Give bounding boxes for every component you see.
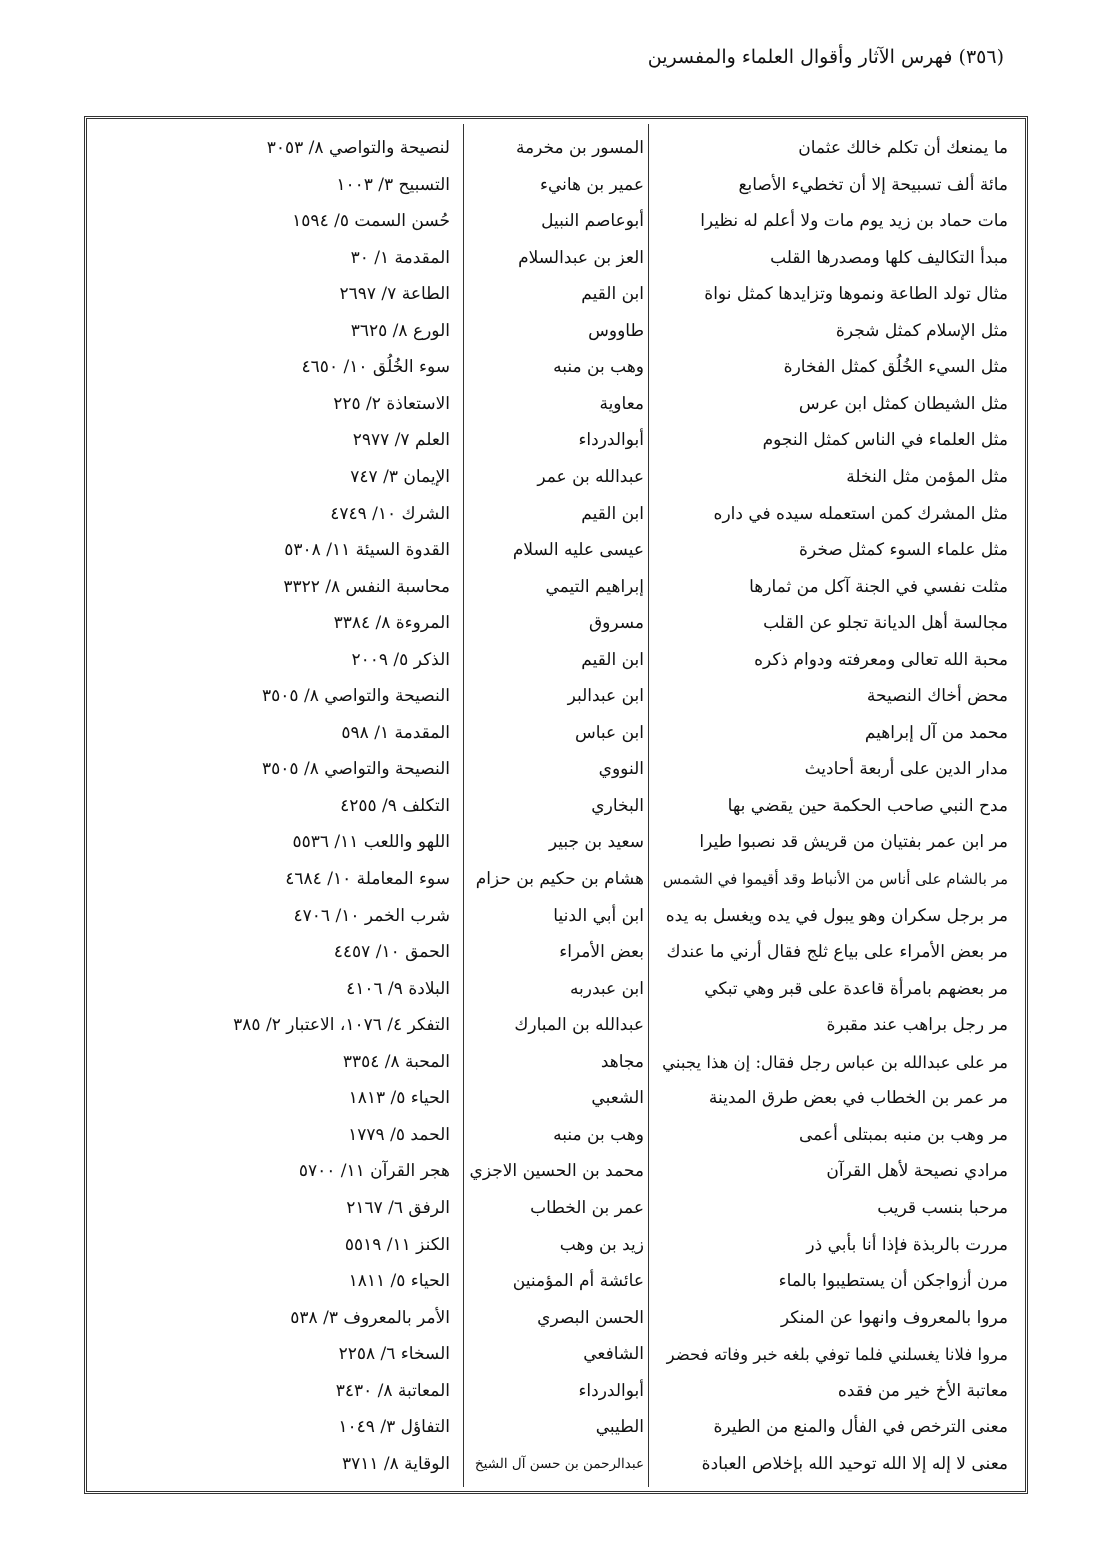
attributed-name: عمير بن هانيء <box>539 174 644 195</box>
reference: محاسبة النفس ٨/ ٣٣٢٢ <box>283 576 450 597</box>
table-row <box>92 276 1020 313</box>
reference: النصيحة والتواصي ٨/ ٣٥٠٥ <box>262 686 450 707</box>
table-row <box>92 642 1020 679</box>
reference: السخاء ٦/ ٢٢٥٨ <box>338 1344 450 1365</box>
entry-text: معاتبة الأخ خير من فقده <box>837 1380 1008 1401</box>
table-row <box>92 1373 1020 1410</box>
reference: التكلف ٩/ ٤٢٥٥ <box>340 795 450 816</box>
reference: الرفق ٦/ ٢١٦٧ <box>346 1197 450 1218</box>
entry-text: مر عمر بن الخطاب في بعض طرق المدينة <box>708 1088 1008 1109</box>
reference: حُسن السمت ٥/ ١٥٩٤ <box>292 211 450 232</box>
attributed-name: محمد بن الحسين الاجزي <box>470 1161 644 1182</box>
entry-text: مرحبا بنسب قريب <box>877 1197 1008 1218</box>
table-row <box>92 203 1020 240</box>
table-row <box>92 715 1020 752</box>
attributed-name: عمر بن الخطاب <box>530 1197 644 1218</box>
entry-text: مدار الدين على أربعة أحاديث <box>804 759 1008 780</box>
entry-text: مروا بالمعروف وانهوا عن المنكر <box>780 1307 1008 1328</box>
reference: الورع ٨/ ٣٦٢٥ <box>350 320 450 341</box>
reference: العلم ٧/ ٢٩٧٧ <box>352 430 450 451</box>
reference: الأمر بالمعروف ٣/ ٥٣٨ <box>290 1307 450 1328</box>
attributed-name: زيد بن وهب <box>559 1234 644 1255</box>
entry-text: محمد من آل إبراهيم <box>864 722 1008 743</box>
attributed-name: الشافعي <box>583 1344 644 1365</box>
attributed-name: هشام بن حكيم بن حزام <box>475 869 644 889</box>
table-row <box>92 788 1020 825</box>
entry-text: مبدأ التكاليف كلها ومصدرها القلب <box>770 247 1008 268</box>
reference: القدوة السيئة ١١/ ٥٣٠٨ <box>284 540 450 561</box>
table-row <box>92 1044 1020 1081</box>
attributed-name: ابن عبدالبر <box>567 686 644 707</box>
reference: الاستعاذة ٢/ ٢٢٥ <box>333 393 450 414</box>
table-row <box>92 459 1020 496</box>
table-row <box>92 898 1020 935</box>
page-header: (٣٥٦) فهرس الآثار وأقوال العلماء والمفسرين <box>647 46 1004 68</box>
entry-text: مثل العلماء في الناس كمثل النجوم <box>762 430 1008 451</box>
entry-text: مجالسة أهل الديانة تجلو عن القلب <box>763 613 1008 634</box>
table-row <box>92 386 1020 423</box>
reference: الوقاية ٨/ ٣٧١١ <box>341 1453 450 1474</box>
attributed-name: عيسى عليه السلام <box>512 540 644 561</box>
reference: الحياء ٥/ ١٨١١ <box>348 1271 450 1292</box>
table-row <box>92 861 1020 898</box>
table-row <box>92 496 1020 533</box>
attributed-name: عائشة أم المؤمنين <box>512 1271 644 1292</box>
reference: سوء المعاملة ١٠/ ٤٦٨٤ <box>285 869 450 889</box>
entry-text: مدح النبي صاحب الحكمة حين يقضي بها <box>727 795 1008 816</box>
attributed-name: ابن القيم <box>581 284 644 305</box>
attributed-name: معاوية <box>599 393 644 414</box>
entry-text: مثل الشيطان كمثل ابن عرس <box>798 393 1008 414</box>
entry-text: مثل المؤمن مثل النخلة <box>846 466 1008 487</box>
table-row <box>92 1336 1020 1373</box>
reference: التفاؤل ٣/ ١٠٤٩ <box>338 1417 450 1438</box>
entry-text: مررت بالربذة فإذا أنا بأبي ذر <box>806 1234 1008 1255</box>
attributed-name: النووي <box>598 759 644 780</box>
attributed-name: مجاهد <box>600 1051 644 1072</box>
attributed-name: الشعبي <box>591 1088 644 1109</box>
table-row <box>92 422 1020 459</box>
attributed-name: المسور بن مخرمة <box>515 138 644 158</box>
attributed-name: ابن أبي الدنيا <box>553 905 644 926</box>
reference: المروءة ٨/ ٣٣٨٤ <box>333 613 450 634</box>
entry-text: مات حماد بن زيد يوم مات ولا أعلم له نظيرا <box>700 211 1008 232</box>
table-row <box>92 569 1020 606</box>
attributed-name: وهب بن منبه <box>553 1124 644 1145</box>
entry-text: مثل الإسلام كمثل شجرة <box>835 320 1008 341</box>
entry-text: مرادي نصيحة لأهل القرآن <box>826 1161 1008 1182</box>
entry-text: معنى الترخص في الفأل والمنع من الطيرة <box>713 1417 1008 1438</box>
attributed-name: الطيبي <box>595 1417 644 1438</box>
table-row <box>92 1153 1020 1190</box>
entry-text: محبة الله تعالى ومعرفته ودوام ذكره <box>754 649 1008 670</box>
reference: التسبيح ٣/ ١٠٠٣ <box>336 174 450 195</box>
reference: المقدمة ١/ ٥٩٨ <box>341 722 450 743</box>
reference: المقدمة ١/ ٣٠ <box>350 247 450 268</box>
reference: التفكر ٤/ ١٠٧٦، الاعتبار ٢/ ٣٨٥ <box>233 1015 450 1036</box>
entry-text: مر رجل براهب عند مقبرة <box>826 1015 1008 1036</box>
reference: هجر القرآن ١١/ ٥٧٠٠ <box>298 1161 450 1182</box>
attributed-name: ابن القيم <box>581 649 644 670</box>
entry-text: مائة ألف تسبيحة إلا أن تخطيء الأصابع <box>738 174 1008 195</box>
attributed-name: العز بن عبدالسلام <box>518 247 644 268</box>
table-row <box>92 349 1020 386</box>
reference: المحبة ٨/ ٣٣٥٤ <box>342 1051 450 1072</box>
entry-text: ما يمنعك أن تكلم خالك عثمان <box>798 138 1008 158</box>
reference: الحمد ٥/ ١٧٧٩ <box>348 1124 450 1145</box>
entry-text: مر على عبدالله بن عباس رجل فقال: إن هذا يجبني <box>662 1052 1008 1072</box>
table-row <box>92 934 1020 971</box>
attributed-name: سعيد بن جبير <box>548 832 644 853</box>
table-row <box>92 824 1020 861</box>
attributed-name: ابن القيم <box>581 503 644 524</box>
reference: الكنز ١١/ ٥٥١٩ <box>344 1234 450 1255</box>
entry-text: مر ابن عمر بفتيان من قريش قد نصبوا طيرا <box>699 832 1008 853</box>
table-row <box>92 751 1020 788</box>
reference: الذكر ٥/ ٢٠٠٩ <box>351 649 450 670</box>
reference: المعاتبة ٨/ ٣٤٣٠ <box>335 1380 450 1401</box>
table-row <box>92 678 1020 715</box>
entry-text: محض أخاك النصيحة <box>866 686 1008 707</box>
attributed-name: الحسن البصري <box>537 1307 644 1328</box>
reference: الشرك ١٠/ ٤٧٤٩ <box>330 503 450 524</box>
attributed-name: البخاري <box>591 795 644 816</box>
table-row <box>92 1446 1020 1483</box>
entry-text: معنى لا إله إلا الله توحيد الله بإخلاص العبادة <box>701 1453 1008 1474</box>
entry-text: مثل علماء السوء كمثل صخرة <box>799 540 1008 561</box>
attributed-name: وهب بن منبه <box>553 357 644 378</box>
table-row <box>92 1080 1020 1117</box>
entry-text: مر وهب بن منبه بمبتلى أعمى <box>798 1124 1008 1145</box>
entry-text: مر بعض الأمراء على بياع ثلج فقال أرني ما عندك <box>666 942 1008 963</box>
attributed-name: عبدالرحمن بن حسن آل الشيخ <box>474 1455 644 1472</box>
table-row <box>92 605 1020 642</box>
attributed-name: أبوالدرداء <box>578 1380 644 1401</box>
table-row <box>92 1007 1020 1044</box>
entry-text: مثال تولد الطاعة ونموها وتزايدها كمثل نواة <box>704 284 1008 305</box>
reference: لنصيحة والتواصي ٨/ ٣٠٥٣ <box>266 138 450 158</box>
entry-text: مثلت نفسي في الجنة آكل من ثمارها <box>749 576 1008 597</box>
entry-text: مثل المشرك كمن استعمله سيده في داره <box>713 503 1008 524</box>
entry-text: مر بالشام على أناس من الأنباط وقد أقيموا في الشمس <box>662 870 1008 888</box>
reference: البلادة ٩/ ٤١٠٦ <box>346 978 450 999</box>
attributed-name: عبدالله بن عمر <box>537 466 644 487</box>
table-row <box>92 532 1020 569</box>
table-row <box>92 1117 1020 1154</box>
table-row <box>92 971 1020 1008</box>
entry-text: مثل السيء الخُلُق كمثل الفخارة <box>783 357 1008 378</box>
table-row <box>92 1227 1020 1264</box>
entry-text: مرن أزواجكن أن يستطيبوا بالماء <box>778 1271 1008 1292</box>
reference: النصيحة والتواصي ٨/ ٣٥٠٥ <box>262 759 450 780</box>
table-row <box>92 130 1020 167</box>
entry-text: مر بعضهم بامرأة قاعدة على قبر وهي تبكي <box>704 978 1008 999</box>
reference: سوء الخُلُق ١٠/ ٤٦٥٠ <box>301 357 450 378</box>
table-row <box>92 1300 1020 1337</box>
reference: شرب الخمر ١٠/ ٤٧٠٦ <box>293 905 450 926</box>
table-row <box>92 1190 1020 1227</box>
attributed-name: مسروق <box>588 613 644 634</box>
reference: الإيمان ٣/ ٧٤٧ <box>350 466 450 487</box>
reference: الطاعة ٧/ ٢٦٩٧ <box>339 284 450 305</box>
attributed-name: ابن عباس <box>574 722 644 743</box>
attributed-name: أبوالدرداء <box>578 430 644 451</box>
table-row <box>92 1409 1020 1446</box>
attributed-name: إبراهيم التيمي <box>545 576 644 597</box>
reference: الحياء ٥/ ١٨١٣ <box>348 1088 450 1109</box>
attributed-name: ابن عبدربه <box>569 978 644 999</box>
entry-text: مروا فلانا يغسلني فلما توفي بلغه خبر وفاته فحضر <box>666 1345 1008 1365</box>
table-row <box>92 313 1020 350</box>
table-row <box>92 1263 1020 1300</box>
attributed-name: أبوعاصم النبيل <box>541 211 644 232</box>
attributed-name: بعض الأمراء <box>559 942 644 963</box>
reference: الحمق ١٠/ ٤٤٥٧ <box>333 942 450 963</box>
table-row <box>92 240 1020 277</box>
reference: اللهو واللعب ١١/ ٥٥٣٦ <box>292 832 450 853</box>
attributed-name: طاووس <box>588 320 644 341</box>
attributed-name: عبدالله بن المبارك <box>514 1015 644 1036</box>
entry-text: مر برجل سكران وهو يبول في يده ويغسل به يده <box>665 905 1008 926</box>
table-row <box>92 167 1020 204</box>
